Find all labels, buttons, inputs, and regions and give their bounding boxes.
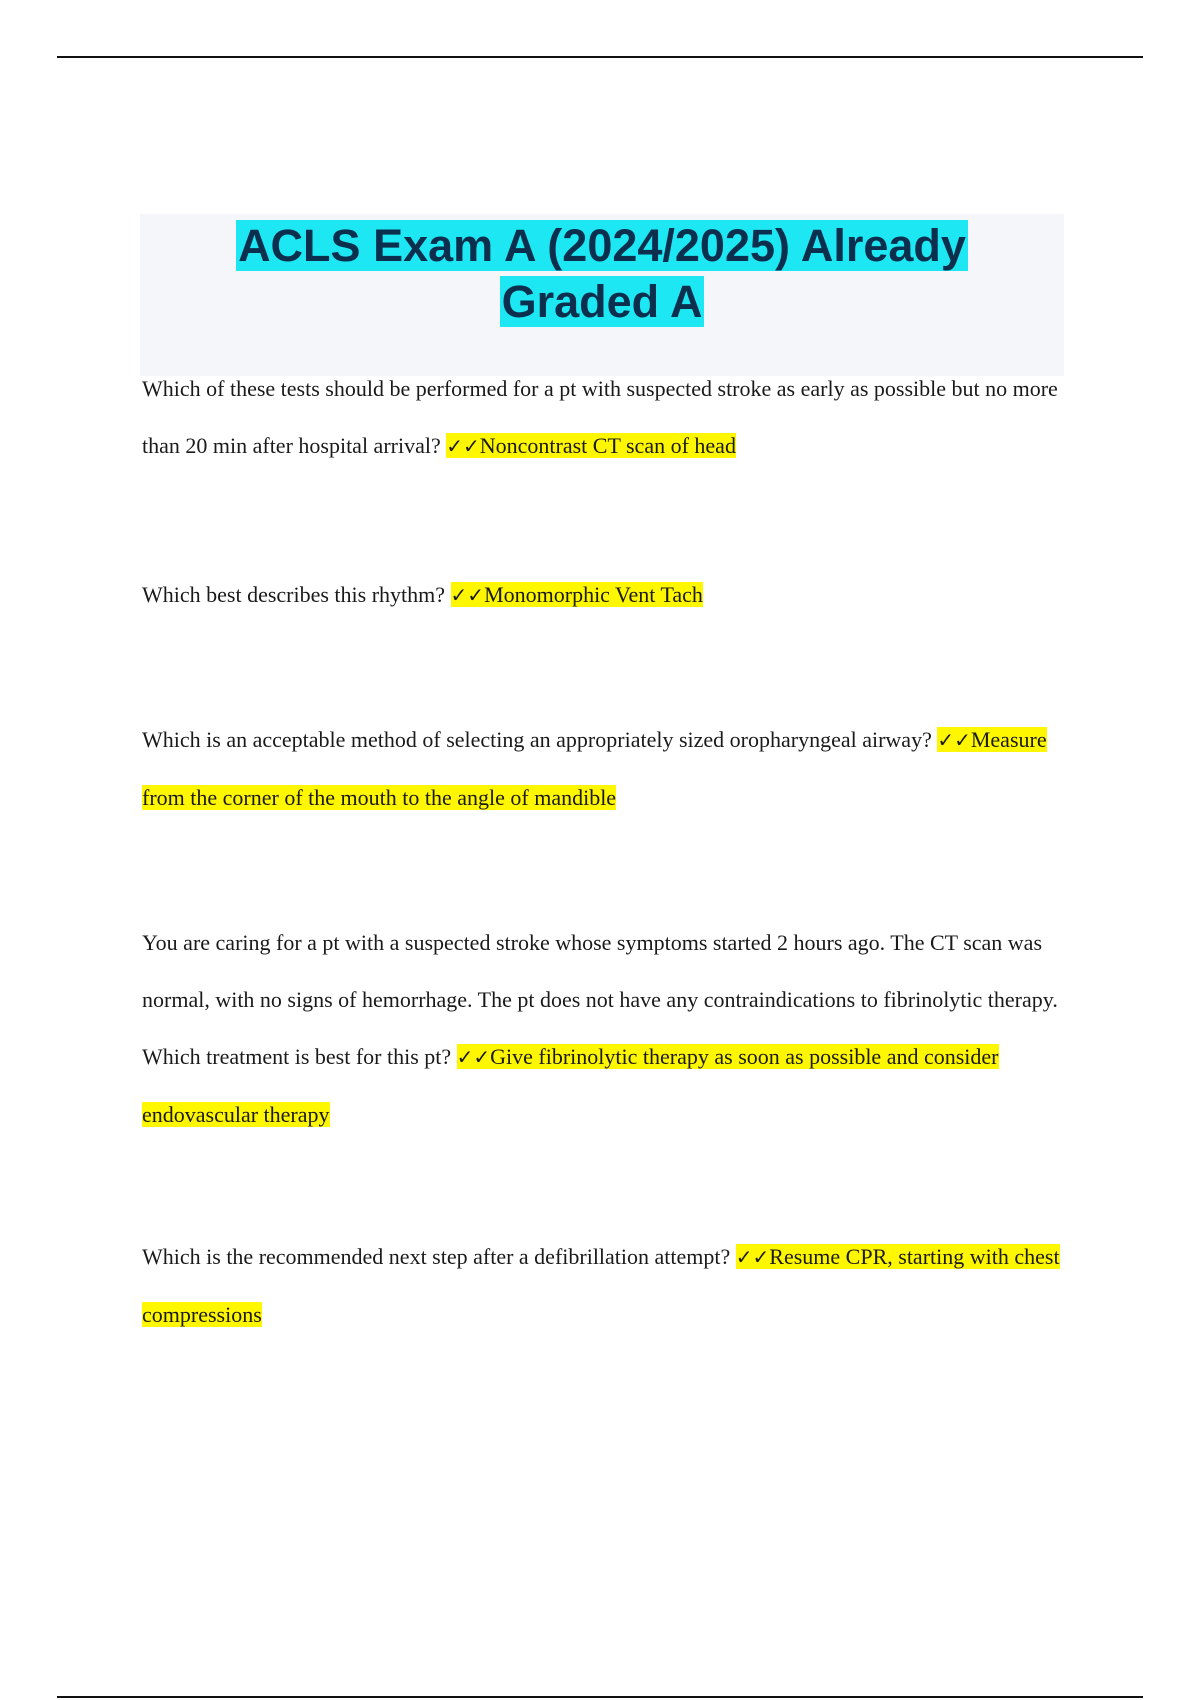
top-rule	[57, 56, 1143, 58]
question-text: Which is an acceptable method of selecting an appropriately sized oropharyngeal airway?	[142, 727, 938, 752]
answer-text: Noncontrast CT scan of head	[479, 433, 736, 458]
question-item	[142, 566, 1060, 624]
answer-text: Give fibrinolytic therapy as soon as possible and consider endovascular therapy	[142, 1044, 999, 1127]
question-text: Which best describes this rhythm?	[142, 582, 451, 607]
check-icon: ✓✓	[937, 728, 971, 752]
title-banner	[140, 214, 1064, 376]
answer-highlight	[451, 582, 703, 607]
question-text: Which is the recommended next step after a defibrillation attempt?	[142, 1244, 736, 1269]
document-title-line-1: ACLS Exam A (2024/2025) Already	[238, 220, 966, 271]
check-icon: ✓✓	[456, 1045, 491, 1069]
question-item	[142, 1228, 1060, 1343]
question-item	[142, 914, 1060, 1143]
document-title-line-2: Graded A	[501, 276, 703, 327]
check-icon: ✓✓	[446, 434, 480, 458]
answer-highlight	[446, 433, 736, 458]
bottom-rule	[57, 1696, 1143, 1698]
question-text: You are caring for a pt with a suspected stroke whose symptoms started 2 hours ago. The CT scan was normal, with no signs of hemorrhage. The pt does not have any contraindications to fibrinolytic therapy. Which treatment is best for this pt?	[142, 930, 1058, 1069]
answer-text: Monomorphic Vent Tach	[484, 582, 703, 607]
question-item	[142, 711, 1060, 826]
question-item	[142, 360, 1060, 475]
check-icon: ✓✓	[735, 1245, 770, 1269]
check-icon: ✓✓	[450, 583, 485, 607]
question-text: Which of these tests should be performed for a pt with suspected stroke as early as possible but no more than 20 min after hospital arrival?	[142, 376, 1058, 458]
answer-text: Measure from the corner of the mouth to the angle of mandible	[142, 727, 1047, 810]
answer-text: Resume CPR, starting with chest compressions	[142, 1244, 1060, 1327]
